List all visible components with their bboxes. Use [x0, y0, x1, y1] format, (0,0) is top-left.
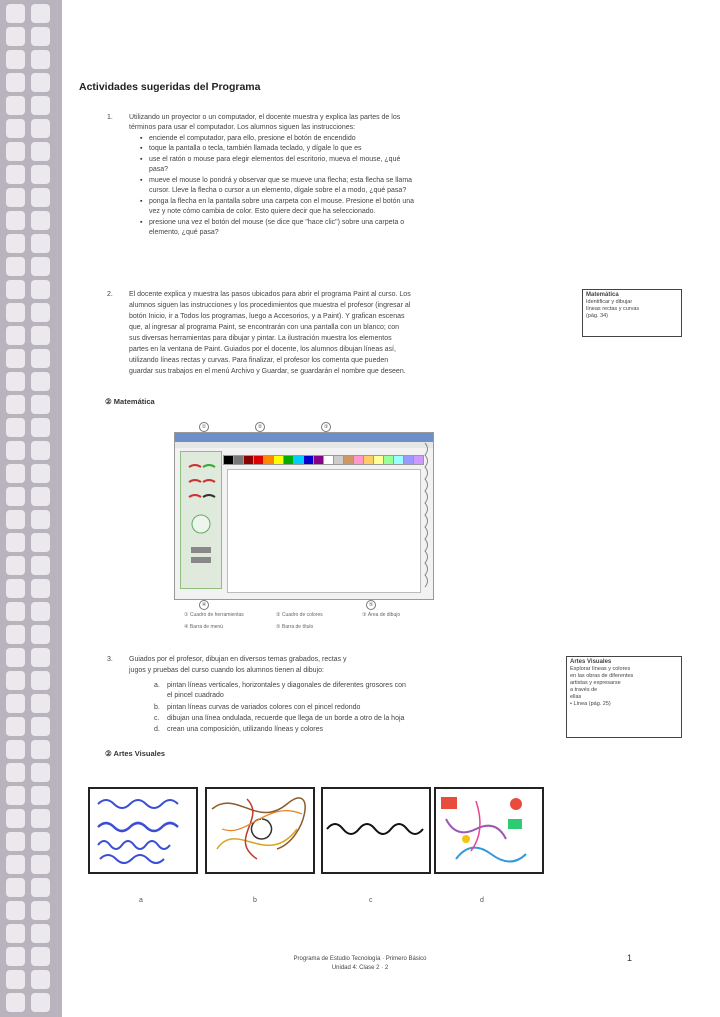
binding-square [31, 510, 50, 529]
binding-square [6, 809, 25, 828]
activity-3-number: 3. [107, 656, 113, 663]
binding-square [6, 556, 25, 575]
activity-2-line: utilizando líneas rectas y curvas. Para finalizar, el profesor los comenta que pueden [129, 357, 389, 364]
binding-square [6, 970, 25, 989]
torn-edge-decoration [423, 433, 435, 599]
binding-square [31, 303, 50, 322]
activity-3-item-letter: a. [154, 682, 160, 689]
paint-window-figure [174, 432, 434, 600]
binding-square [6, 188, 25, 207]
binding-square [31, 901, 50, 920]
binding-square [31, 970, 50, 989]
binding-square [6, 211, 25, 230]
binding-square [6, 303, 25, 322]
binding-square [31, 326, 50, 345]
binding-square [31, 924, 50, 943]
binding-square [31, 119, 50, 138]
binding-square [31, 418, 50, 437]
binding-square [6, 878, 25, 897]
drawing-example-c [321, 787, 431, 874]
binding-square [6, 510, 25, 529]
margin-note-artes-visuales [566, 656, 682, 738]
binding-square [31, 717, 50, 736]
figure-legend-item: ④ Barra de menú [184, 624, 223, 630]
binding-square [6, 602, 25, 621]
activity-3-line: Guiados por el profesor, dibujan en diversos temas grabados, rectas y [129, 656, 347, 663]
binding-square [6, 579, 25, 598]
activity-1-bullet: ▪ presione una vez el botón del mouse (se dice que "hace clic") sobre una carpeta o [149, 218, 404, 228]
binding-square [31, 211, 50, 230]
binding-square [6, 27, 25, 46]
subheading-matematica: ② Matemática [105, 397, 155, 406]
binding-square [6, 142, 25, 161]
activity-1-bullet: ▪ ponga la flecha en la pantalla sobre una carpeta con el mouse. Presione el botón una [149, 197, 414, 207]
binding-square [6, 50, 25, 69]
binding-square [6, 165, 25, 184]
margin-note-line: Explorar líneas y colores [570, 666, 631, 672]
activity-1-bullet: ▪ enciende el computador, para ello, presione el botón de encendido [149, 134, 356, 144]
activity-1-bullet: ▪ use el ratón o mouse para elegir elementos del escritorio, mueva el mouse, ¿qué [149, 155, 400, 165]
activity-3-item-letter: d. [154, 726, 160, 733]
binding-square [31, 487, 50, 506]
activity-3-item-text: pintan líneas curvas de variados colores con el pincel redondo [167, 704, 361, 711]
binding-square [31, 188, 50, 207]
footer-line-2: Unidad 4: Clase 2 · 2 [331, 965, 389, 971]
binding-square [31, 73, 50, 92]
binding-square [6, 395, 25, 414]
color-palette [223, 453, 428, 465]
binding-square [31, 763, 50, 782]
curved-lines-drawing [207, 789, 313, 872]
binding-square [6, 73, 25, 92]
binding-square [31, 832, 50, 851]
binding-square [31, 878, 50, 897]
activity-2-line: sus diversas herramientas para dibujar y pintar. La ilustración muestra los elementos [129, 335, 392, 342]
margin-note-line: a través de [570, 687, 598, 693]
margin-note-line: (pág. 34) [586, 313, 609, 319]
figure-callout: ④ [199, 600, 209, 610]
margin-note-matematica [582, 289, 682, 337]
binding-square [31, 142, 50, 161]
activity-3-item-text: pintan líneas verticales, horizontales y diagonales de diferentes grosores con [167, 682, 406, 689]
composition-drawing [436, 789, 542, 872]
binding-square [31, 625, 50, 644]
binding-square [6, 763, 25, 782]
figure-legend-item: ① Cuadro de herramientas [184, 612, 244, 618]
binding-square [31, 533, 50, 552]
activity-1-intro-line-1: Utilizando un proyector o un computador, el docente muestra y explica las partes de los [129, 114, 401, 121]
activity-3-line: jugos y pruebas del curso cuando los alumnos tienen al dibujo: [129, 667, 324, 674]
binding-square [6, 740, 25, 759]
binding-square [6, 119, 25, 138]
paint-title-bar [175, 433, 433, 442]
binding-square [31, 165, 50, 184]
binding-square [6, 349, 25, 368]
footer-line-1: Programa de Estudio Tecnología · Primero Básico [293, 956, 427, 962]
binding-square [31, 27, 50, 46]
binding-square [31, 257, 50, 276]
toolbox-icons [181, 452, 221, 588]
activity-1-bullet-cont: elemento, ¿qué pasa? [149, 229, 219, 236]
binding-square [31, 809, 50, 828]
binding-square [31, 602, 50, 621]
binding-square [6, 96, 25, 115]
binding-square [31, 579, 50, 598]
binding-square [6, 901, 25, 920]
figure-legend-item: ③ Área de dibujo [362, 612, 401, 618]
activity-2-line: partes en la ventana de Paint. Guiados por el docente, los alumnos dibujan líneas así, [129, 346, 396, 353]
binding-square [31, 671, 50, 690]
activity-2-line: botón Inicio, ir a Todos los programas, luego a Accesorios, y a Paint). Y grafican escenas [129, 313, 405, 320]
binding-square [6, 855, 25, 874]
activity-3-item-text: crean una composición, utilizando líneas y colores [167, 726, 324, 733]
page-footer [220, 955, 500, 973]
paint-canvas-area [227, 469, 421, 593]
binding-square [6, 717, 25, 736]
drawing-example-d [434, 787, 544, 874]
figure-callout: ③ [321, 422, 331, 432]
binding-square [6, 533, 25, 552]
margin-note-line: en las obras de diferentes [570, 673, 634, 679]
figure-callout: ① [199, 422, 209, 432]
single-wavy-line-drawing [323, 789, 429, 872]
binding-square [31, 349, 50, 368]
paint-toolbox [180, 451, 222, 589]
binding-square [6, 4, 25, 23]
binding-square [31, 694, 50, 713]
binding-square [6, 625, 25, 644]
activity-1-bullet: ▪ mueve el mouse lo pondrá y observar que se mueve una flecha; esta flecha se llama [149, 176, 412, 186]
binding-square [6, 648, 25, 667]
subheading-artes-visuales: ② Artes Visuales [105, 749, 166, 758]
activity-1-intro-line-2: términos para usar el computador. Los alumnos siguen las instrucciones: [129, 124, 356, 131]
margin-note-line: líneas rectas y curvas [586, 306, 640, 312]
margin-note-line: artistas y expresarse [570, 680, 621, 686]
binding-square [6, 947, 25, 966]
activity-3-item-letter: b. [154, 704, 160, 711]
activity-3-item-letter: c. [154, 715, 160, 722]
binding-square [6, 487, 25, 506]
activity-3-item-text: el pincel cuadrado [167, 692, 224, 699]
binding-square [6, 671, 25, 690]
binding-square [6, 234, 25, 253]
figure-legend-item: ② Cuadro de colores [276, 612, 323, 618]
drawing-example-b [205, 787, 315, 874]
activity-1-bullet-cont: vez y note cómo cambia de color. Esto quiere decir que ha seleccionado. [149, 208, 376, 215]
binding-square [31, 234, 50, 253]
binding-square [6, 786, 25, 805]
notebook-binding-strip [0, 0, 62, 1017]
drawing-example-a [88, 787, 198, 874]
wavy-lines-drawing [90, 789, 196, 872]
binding-square [31, 993, 50, 1012]
binding-square [31, 4, 50, 23]
activity-3-item-text: dibujan una línea ondulada, recuerde que llega de un borde a otro de la hoja [167, 715, 405, 722]
binding-square [31, 855, 50, 874]
binding-square [6, 993, 25, 1012]
binding-square [6, 464, 25, 483]
margin-note-title: Artes Visuales [570, 659, 612, 665]
binding-square [31, 395, 50, 414]
thumb-label: b [253, 897, 257, 904]
binding-square [6, 832, 25, 851]
page-number: 1 [627, 953, 633, 963]
binding-square [31, 556, 50, 575]
binding-square [31, 786, 50, 805]
binding-square [31, 947, 50, 966]
activity-2-line: El docente explica y muestra las pasos ubicados para abrir el programa Paint al curso. Los [129, 291, 411, 298]
binding-square [31, 96, 50, 115]
margin-note-line: Identificar y dibujar [586, 299, 633, 305]
activity-2-line: guardar sus trabajos en el menú Archivo y Guardar, se guardarán el nombre que deseen. [129, 368, 406, 375]
thumb-label: d [480, 897, 484, 904]
binding-square [6, 372, 25, 391]
binding-square [6, 441, 25, 460]
figure-callout: ⑤ [366, 600, 376, 610]
activity-1-bullet: ▪ toque la pantalla o tecla, también llamada teclado, y dígale lo que es [149, 144, 361, 154]
binding-square [31, 441, 50, 460]
binding-square [31, 740, 50, 759]
binding-square [6, 418, 25, 437]
binding-square [31, 464, 50, 483]
binding-square [31, 280, 50, 299]
binding-square [6, 326, 25, 345]
binding-square [6, 280, 25, 299]
thumb-label: a [139, 897, 143, 904]
binding-square [31, 50, 50, 69]
thumb-label: c [369, 897, 373, 904]
activity-2-line: alumnos siguen las instrucciones y los procedimientos que muestra el profesor (ingresar al [129, 302, 411, 309]
margin-note-line: ellas [570, 694, 582, 700]
figure-callout: ② [255, 422, 265, 432]
binding-square [6, 924, 25, 943]
margin-note-line: • Línea (pág. 25) [570, 701, 611, 707]
binding-square [31, 648, 50, 667]
activity-2-number: 2. [107, 291, 113, 298]
activity-1-number: 1. [107, 114, 113, 121]
activity-2-line: que, al ingresar al programa Paint, se encontrarán con una pantalla con un blanco; con [129, 324, 400, 331]
binding-square [6, 694, 25, 713]
figure-legend-item: ⑤ Barra de título [276, 624, 314, 630]
activity-1-bullet-cont: cursor. Lleve la flecha o cursor a un elemento, dígale sobre el a modo, ¿qué pasa? [149, 187, 407, 194]
margin-note-title: Matemática [586, 292, 619, 298]
paint-menu-bar [175, 442, 433, 448]
binding-square [6, 257, 25, 276]
activity-1-bullet-cont: pasa? [149, 166, 169, 173]
binding-square [31, 372, 50, 391]
page-heading: Actividades sugeridas del Programa [79, 81, 261, 93]
